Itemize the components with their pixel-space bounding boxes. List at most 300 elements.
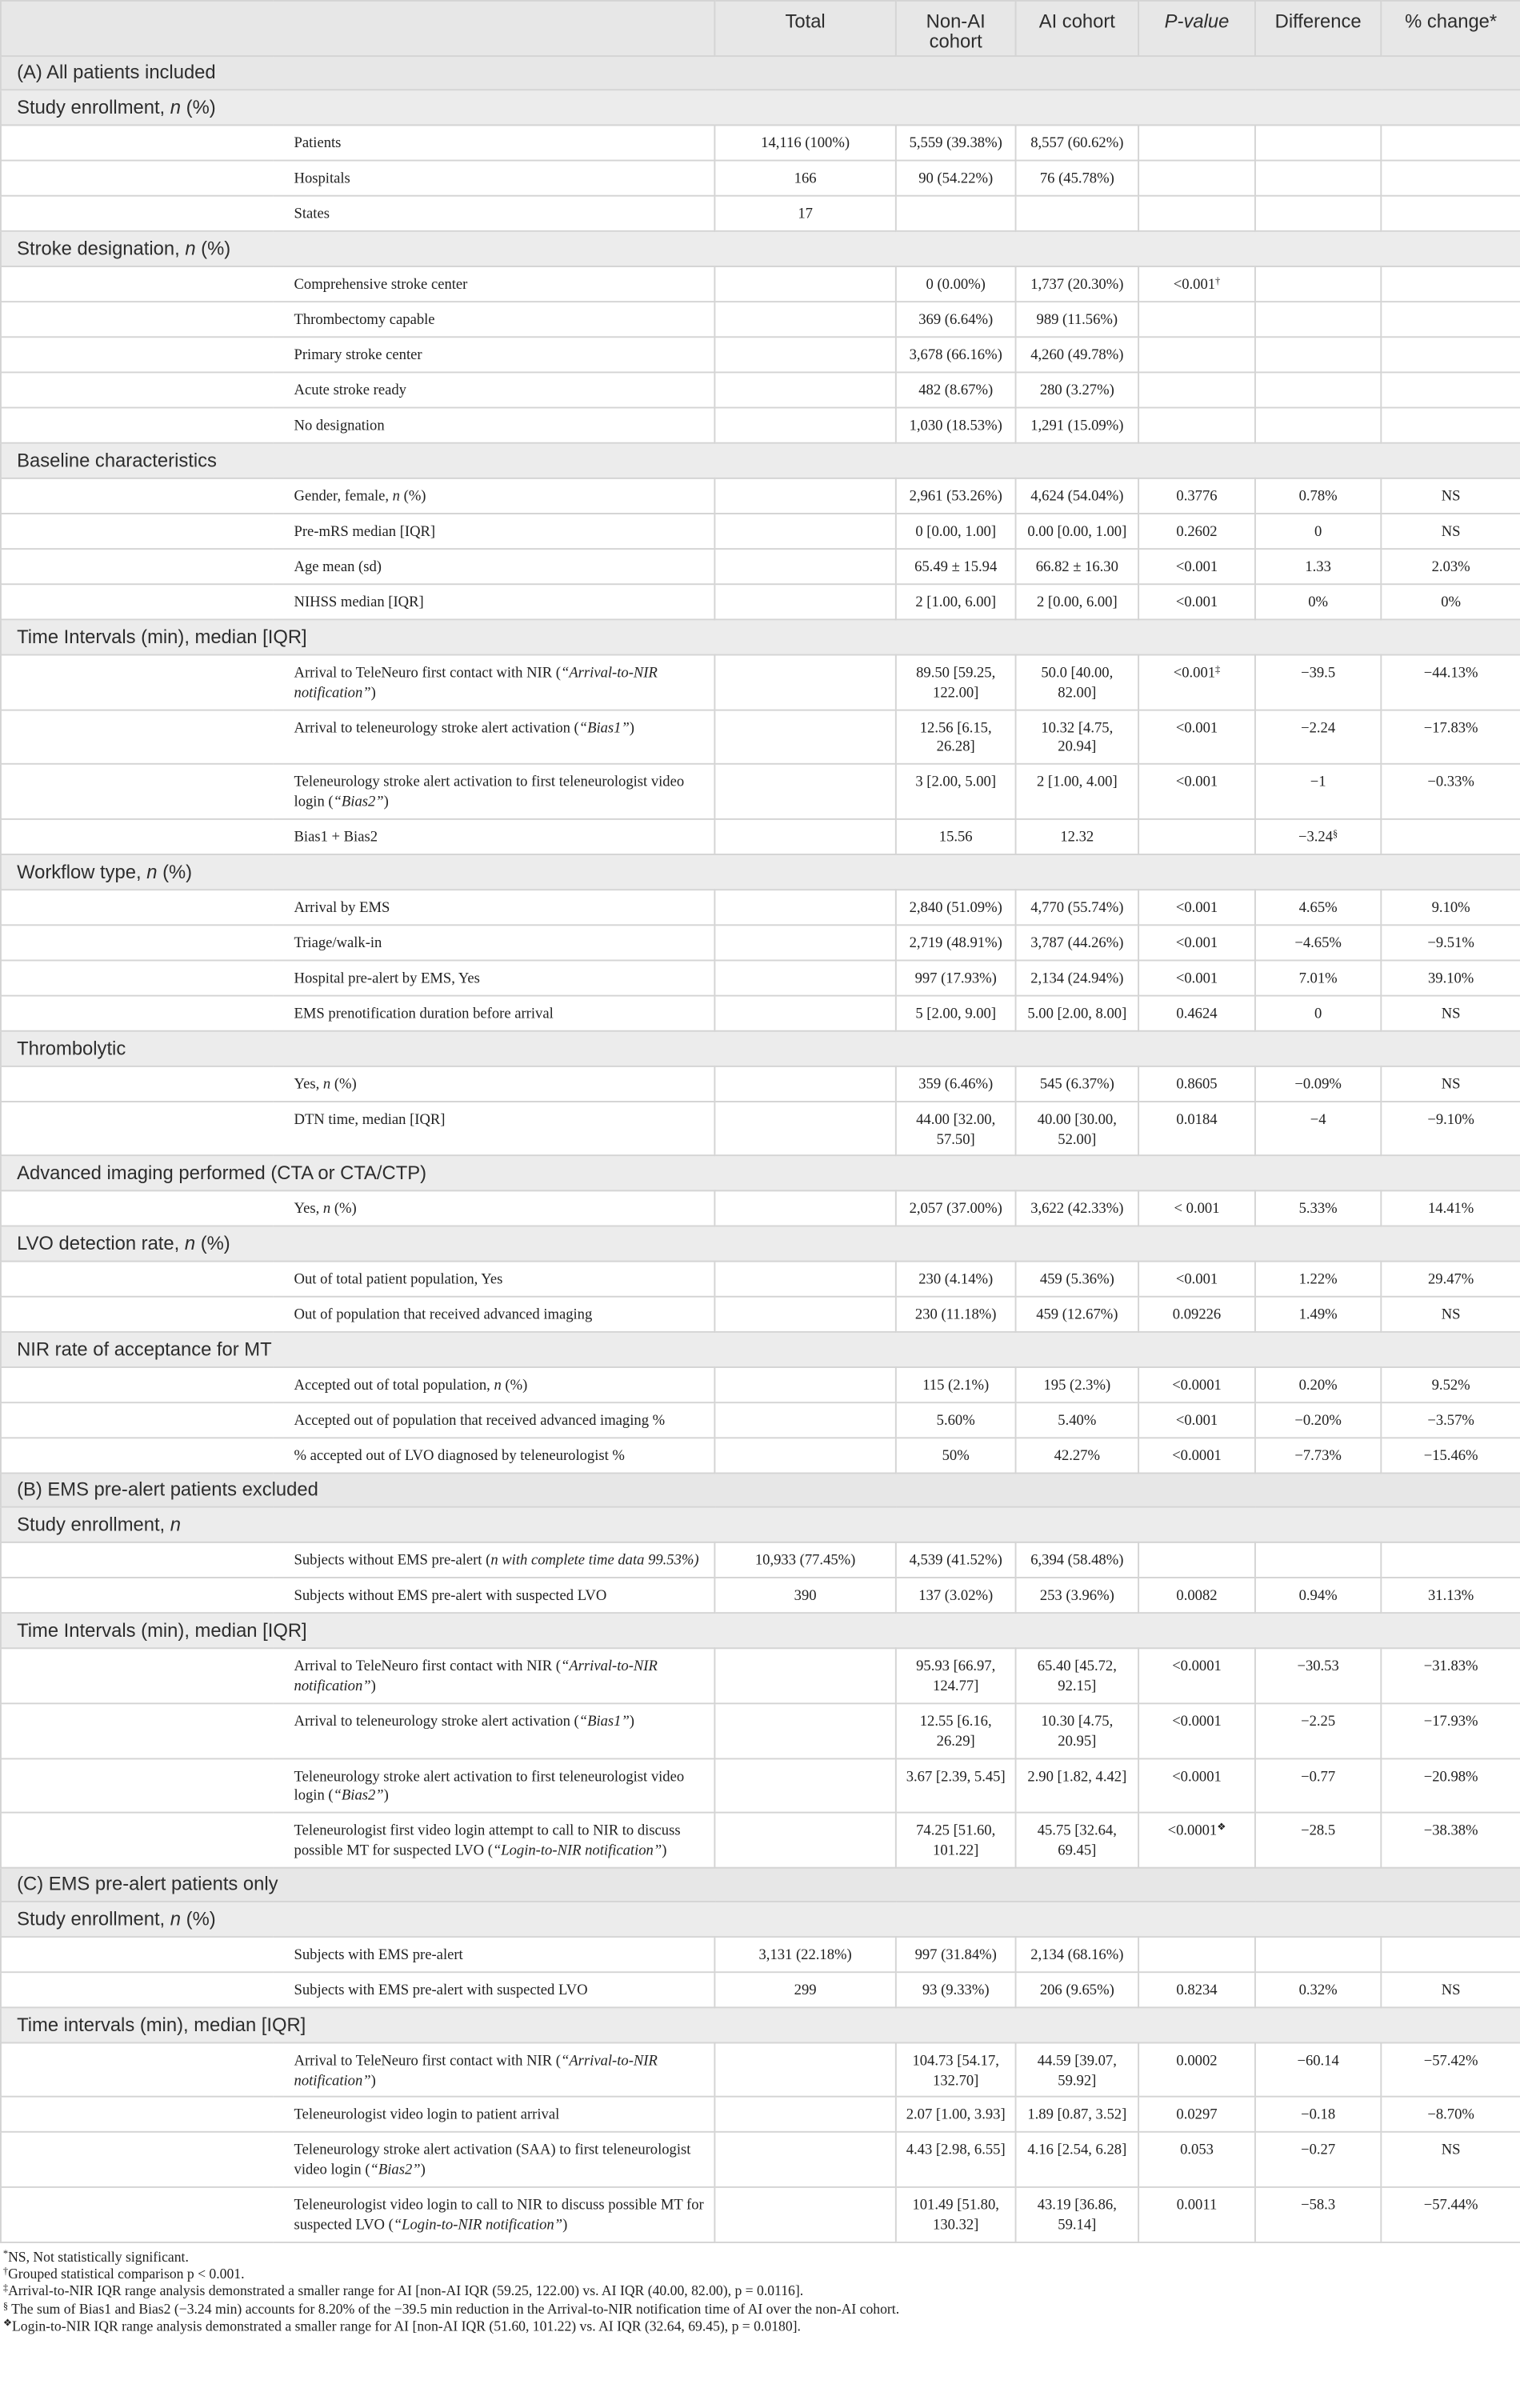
cell-ai: 66.82 ± 16.30 (1016, 549, 1139, 584)
header-ai: AI cohort (1016, 1, 1139, 56)
table-row (1, 196, 1520, 231)
cell-non-ai: 95.93 [66.97, 124.77] (896, 1649, 1016, 1703)
table-row (1, 1543, 1520, 1578)
cell-non-ai: 3,678 (66.16%) (896, 337, 1016, 372)
cell-ai: 4,260 (49.78%) (1016, 337, 1139, 372)
cell-pct-change: NS (1381, 478, 1520, 514)
row-label: Subjects with EMS pre-alert (273, 1937, 715, 1972)
row-indent (1, 584, 273, 619)
row-label: Pre-mRS median [IQR] (273, 514, 715, 549)
cell-total (714, 408, 895, 443)
row-indent (1, 1403, 273, 1438)
cell-pct-change: 9.52% (1381, 1368, 1520, 1403)
row-indent (1, 764, 273, 818)
cell-non-ai: 230 (4.14%) (896, 1262, 1016, 1297)
cell-non-ai: 1,030 (18.53%) (896, 408, 1016, 443)
table-row (1, 1703, 1520, 1758)
cell-non-ai: 5.60% (896, 1403, 1016, 1438)
cell-total (714, 1758, 895, 1813)
cell-total (714, 1438, 895, 1474)
cell-non-ai: 74.25 [51.60, 101.22] (896, 1813, 1016, 1867)
cell-total (714, 1297, 895, 1332)
cell-non-ai: 93 (9.33%) (896, 1972, 1016, 2007)
table-row (1, 266, 1520, 302)
cell-non-ai: 12.56 [6.15, 26.28] (896, 710, 1016, 764)
cell-ai: 195 (2.3%) (1016, 1368, 1139, 1403)
row-label: Arrival to TeleNeuro first contact with NIR (“Arrival-to-NIR notification”) (273, 1649, 715, 1703)
cell-difference (1255, 302, 1381, 337)
cell-p-value: 0.8234 (1138, 1972, 1255, 2007)
cell-difference: 0.20% (1255, 1368, 1381, 1403)
table-row (1, 1191, 1520, 1226)
subsection-title: Stroke designation, n (%) (1, 231, 1520, 266)
cell-total (714, 1649, 895, 1703)
cell-difference: −4 (1255, 1102, 1381, 1156)
row-label: Triage/walk-in (273, 925, 715, 960)
row-label: % accepted out of LVO diagnosed by teleneurologist % (273, 1438, 715, 1474)
row-label: Bias1 + Bias2 (273, 818, 715, 854)
cell-p-value: <0.0001 (1138, 1368, 1255, 1403)
cell-total (714, 1813, 895, 1867)
cell-p-value (1138, 337, 1255, 372)
cell-ai: 3,622 (42.33%) (1016, 1191, 1139, 1226)
cell-p-value: <0.001 (1138, 925, 1255, 960)
cell-ai: 44.59 [39.07, 59.92] (1016, 2042, 1139, 2097)
cell-total (714, 549, 895, 584)
cell-pct-change: 2.03% (1381, 549, 1520, 584)
cell-ai: 12.32 (1016, 818, 1139, 854)
cell-pct-change: −31.83% (1381, 1649, 1520, 1703)
subsection-header-row (1, 443, 1520, 478)
table-row (1, 125, 1520, 160)
section-header-row (1, 1474, 1520, 1507)
table-row (1, 2042, 1520, 2097)
subsection-title: Time Intervals (min), median [IQR] (1, 619, 1520, 654)
cell-p-value (1138, 196, 1255, 231)
cell-non-ai: 997 (31.84%) (896, 1937, 1016, 1972)
table-row (1, 514, 1520, 549)
table-row (1, 1937, 1520, 1972)
cell-ai: 65.40 [45.72, 92.15] (1016, 1649, 1139, 1703)
row-indent (1, 1578, 273, 1614)
cell-difference: −39.5 (1255, 655, 1381, 710)
row-indent (1, 2097, 273, 2132)
row-indent (1, 372, 273, 407)
cell-p-value: <0.001‡ (1138, 655, 1255, 710)
row-label: Arrival to TeleNeuro first contact with NIR (“Arrival-to-NIR notification”) (273, 655, 715, 710)
table-row (1, 2187, 1520, 2242)
cell-pct-change: 9.10% (1381, 890, 1520, 925)
cell-ai: 1,291 (15.09%) (1016, 408, 1139, 443)
cell-difference: −28.5 (1255, 1813, 1381, 1867)
table-row (1, 584, 1520, 619)
cell-total (714, 925, 895, 960)
subsection-title: Baseline characteristics (1, 443, 1520, 478)
cell-difference: 0.94% (1255, 1578, 1381, 1614)
header-p-value (1138, 1, 1255, 56)
cell-non-ai: 101.49 [51.80, 130.32] (896, 2187, 1016, 2242)
cell-difference: −0.18 (1255, 2097, 1381, 2132)
cell-ai: 206 (9.65%) (1016, 1972, 1139, 2007)
cell-p-value: <0.0001 (1138, 1649, 1255, 1703)
cell-ai: 2 [0.00, 6.00] (1016, 584, 1139, 619)
table-row (1, 1438, 1520, 1474)
row-label: Arrival to TeleNeuro first contact with NIR (“Arrival-to-NIR notification”) (273, 2042, 715, 2097)
cell-difference (1255, 125, 1381, 160)
cell-non-ai: 4.43 [2.98, 6.55] (896, 2132, 1016, 2186)
cell-p-value: <0.001 (1138, 1403, 1255, 1438)
row-label: Teleneurologist video login to patient arrival (273, 2097, 715, 2132)
cell-non-ai: 104.73 [54.17, 132.70] (896, 2042, 1016, 2097)
cell-pct-change: NS (1381, 1066, 1520, 1101)
cell-ai (1016, 196, 1139, 231)
cell-non-ai: 230 (11.18%) (896, 1297, 1016, 1332)
cell-ai: 2.90 [1.82, 4.42] (1016, 1758, 1139, 1813)
section-header-row (1, 56, 1520, 90)
cell-total (714, 995, 895, 1030)
section-header-row (1, 1867, 1520, 1901)
subsection-title: Time intervals (min), median [IQR] (1, 2007, 1520, 2042)
table-row (1, 890, 1520, 925)
cell-ai: 2 [1.00, 4.00] (1016, 764, 1139, 818)
footnote: § The sum of Bias1 and Bias2 (−3.24 min) accounts for 8.20% of the −39.5 min reduction in the Arrival-to-NIR notification time of AI over the non-AI cohort. (2, 2301, 900, 2317)
cell-difference: −60.14 (1255, 2042, 1381, 2097)
cell-ai: 4,624 (54.04%) (1016, 478, 1139, 514)
cell-difference: 0% (1255, 584, 1381, 619)
cell-difference: −2.25 (1255, 1703, 1381, 1758)
cell-pct-change: −17.93% (1381, 1703, 1520, 1758)
cell-p-value: <0.0001 (1138, 1758, 1255, 1813)
cell-non-ai: 0 [0.00, 1.00] (896, 514, 1016, 549)
cell-non-ai: 90 (54.22%) (896, 161, 1016, 196)
table-row (1, 995, 1520, 1030)
cell-difference (1255, 266, 1381, 302)
table-row (1, 960, 1520, 995)
header-p-value-text: P-value (1164, 10, 1230, 33)
table-row (1, 1102, 1520, 1156)
cell-p-value (1138, 302, 1255, 337)
subsection-header-row (1, 1030, 1520, 1066)
cell-pct-change: −9.51% (1381, 925, 1520, 960)
cell-difference: −3.24§ (1255, 818, 1381, 854)
cell-difference: 0.32% (1255, 1972, 1381, 2007)
cell-difference: −2.24 (1255, 710, 1381, 764)
cell-difference (1255, 337, 1381, 372)
cell-total (714, 710, 895, 764)
row-indent (1, 890, 273, 925)
cell-p-value: 0.0002 (1138, 2042, 1255, 2097)
row-indent (1, 2132, 273, 2186)
cell-ai: 2,134 (68.16%) (1016, 1937, 1139, 1972)
cell-ai: 76 (45.78%) (1016, 161, 1139, 196)
cell-total (714, 1102, 895, 1156)
cell-non-ai: 12.55 [6.16, 26.29] (896, 1703, 1016, 1758)
cell-non-ai: 44.00 [32.00, 57.50] (896, 1102, 1016, 1156)
row-indent (1, 1368, 273, 1403)
table-row (1, 1578, 1520, 1614)
cell-difference: 1.49% (1255, 1297, 1381, 1332)
cell-difference: 5.33% (1255, 1191, 1381, 1226)
subsection-header-row (1, 619, 1520, 654)
header-blank (1, 1, 714, 56)
subsection-header-row (1, 1333, 1520, 1368)
cell-pct-change: −57.44% (1381, 2187, 1520, 2242)
cell-ai: 2,134 (24.94%) (1016, 960, 1139, 995)
row-indent (1, 1649, 273, 1703)
footnote: ‡Arrival-to-NIR IQR range analysis demonstrated a smaller range for AI [non-AI IQR (59.25, 122.00) vs. AI IQR (40.00, 82.00), p = 0.0116]. (2, 2283, 804, 2299)
cell-p-value: <0.0001❖ (1138, 1813, 1255, 1867)
cell-ai: 459 (12.67%) (1016, 1297, 1139, 1332)
cell-non-ai: 2.07 [1.00, 3.93] (896, 2097, 1016, 2132)
cell-non-ai: 0 (0.00%) (896, 266, 1016, 302)
row-indent (1, 125, 273, 160)
table-row (1, 1813, 1520, 1867)
row-label: NIHSS median [IQR] (273, 584, 715, 619)
cell-pct-change: NS (1381, 1297, 1520, 1332)
row-indent (1, 196, 273, 231)
table-row (1, 925, 1520, 960)
row-indent (1, 1066, 273, 1101)
cell-p-value: 0.053 (1138, 2132, 1255, 2186)
footnote: *NS, Not statistically significant. (2, 2248, 189, 2264)
row-indent (1, 1262, 273, 1297)
subsection-title: Study enrollment, n (1, 1507, 1520, 1542)
table-row (1, 549, 1520, 584)
cell-pct-change (1381, 125, 1520, 160)
cell-ai: 989 (11.56%) (1016, 302, 1139, 337)
row-indent (1, 337, 273, 372)
row-label: Thrombectomy capable (273, 302, 715, 337)
cell-p-value: 0.0011 (1138, 2187, 1255, 2242)
cell-pct-change (1381, 266, 1520, 302)
cell-ai: 5.00 [2.00, 8.00] (1016, 995, 1139, 1030)
table-row (1, 1403, 1520, 1438)
cell-non-ai: 997 (17.93%) (896, 960, 1016, 995)
row-label: Teleneurology stroke alert activation to first teleneurologist video login (“Bias2”) (273, 1758, 715, 1813)
row-indent (1, 549, 273, 584)
row-label: Arrival by EMS (273, 890, 715, 925)
row-indent (1, 1102, 273, 1156)
cell-total: 17 (714, 196, 895, 231)
cell-non-ai: 5 [2.00, 9.00] (896, 995, 1016, 1030)
cell-pct-change: −44.13% (1381, 655, 1520, 710)
cell-non-ai: 3 [2.00, 5.00] (896, 764, 1016, 818)
cell-non-ai (896, 196, 1016, 231)
header-pct-change: % change* (1381, 1, 1520, 56)
cell-ai: 253 (3.96%) (1016, 1578, 1139, 1614)
cell-total (714, 2132, 895, 2186)
cell-non-ai: 482 (8.67%) (896, 372, 1016, 407)
cell-non-ai: 2,840 (51.09%) (896, 890, 1016, 925)
subsection-title: NIR rate of acceptance for MT (1, 1333, 1520, 1368)
row-label: Accepted out of total population, n (%) (273, 1368, 715, 1403)
row-label: Primary stroke center (273, 337, 715, 372)
cell-total (714, 1403, 895, 1438)
header-difference: Difference (1255, 1, 1381, 56)
row-label: Teleneurologist video login to call to NIR to discuss possible MT for suspected LVO (“Login-to-NIR notification”) (273, 2187, 715, 2242)
cell-total (714, 1368, 895, 1403)
cell-pct-change (1381, 302, 1520, 337)
table-row (1, 1649, 1520, 1703)
cell-difference: 0.78% (1255, 478, 1381, 514)
row-indent (1, 1543, 273, 1578)
table-row (1, 655, 1520, 710)
row-indent (1, 1937, 273, 1972)
cell-non-ai: 137 (3.02%) (896, 1578, 1016, 1614)
row-label: EMS prenotification duration before arrival (273, 995, 715, 1030)
cell-non-ai: 2,961 (53.26%) (896, 478, 1016, 514)
row-indent (1, 302, 273, 337)
cell-ai: 0.00 [0.00, 1.00] (1016, 514, 1139, 549)
subsection-title: Study enrollment, n (%) (1, 90, 1520, 125)
subsection-header-row (1, 854, 1520, 890)
subsection-header-row (1, 1901, 1520, 1936)
row-label: Gender, female, n (%) (273, 478, 715, 514)
cell-total (714, 960, 895, 995)
cell-ai: 5.40% (1016, 1403, 1139, 1438)
cell-p-value: <0.001 (1138, 549, 1255, 584)
cell-p-value (1138, 161, 1255, 196)
table-row (1, 1297, 1520, 1332)
cell-ai: 4.16 [2.54, 6.28] (1016, 2132, 1139, 2186)
cell-difference: −0.27 (1255, 2132, 1381, 2186)
table-row (1, 337, 1520, 372)
cell-non-ai: 2 [1.00, 6.00] (896, 584, 1016, 619)
row-label: Teleneurology stroke alert activation to first teleneurologist video login (“Bias2”) (273, 764, 715, 818)
footnotes (0, 2242, 1520, 2336)
row-indent (1, 266, 273, 302)
row-indent (1, 2042, 273, 2097)
cell-difference: −58.3 (1255, 2187, 1381, 2242)
row-label: Subjects without EMS pre-alert (n with complete time data 99.53%) (273, 1543, 715, 1578)
row-label: Yes, n (%) (273, 1066, 715, 1101)
cell-p-value: 0.0082 (1138, 1578, 1255, 1614)
footnote: ❖Login-to-NIR IQR range analysis demonstrated a smaller range for AI [non-AI IQR (51.60, 101.22) vs. AI IQR (32.64, 69.45), p = 0.0180]. (2, 2318, 801, 2334)
table-row (1, 1262, 1520, 1297)
cell-pct-change (1381, 1543, 1520, 1578)
cell-total (714, 655, 895, 710)
cell-difference (1255, 372, 1381, 407)
section-title: (A) All patients included (1, 56, 1520, 90)
cell-ai: 280 (3.27%) (1016, 372, 1139, 407)
row-label: Hospital pre-alert by EMS, Yes (273, 960, 715, 995)
cell-difference: −0.09% (1255, 1066, 1381, 1101)
cell-total (714, 1191, 895, 1226)
row-indent (1, 925, 273, 960)
cell-difference (1255, 1937, 1381, 1972)
cell-pct-change: NS (1381, 514, 1520, 549)
cell-pct-change: −38.38% (1381, 1813, 1520, 1867)
subsection-header-row (1, 90, 1520, 125)
row-indent (1, 161, 273, 196)
cell-p-value: <0.001 (1138, 710, 1255, 764)
row-label: Yes, n (%) (273, 1191, 715, 1226)
cell-pct-change (1381, 408, 1520, 443)
cell-pct-change: −57.42% (1381, 2042, 1520, 2097)
cell-total (714, 764, 895, 818)
cell-p-value (1138, 125, 1255, 160)
cell-ai: 10.30 [4.75, 20.95] (1016, 1703, 1139, 1758)
cell-total: 3,131 (22.18%) (714, 1937, 895, 1972)
cell-total (714, 337, 895, 372)
cell-non-ai: 89.50 [59.25, 122.00] (896, 655, 1016, 710)
row-label: Patients (273, 125, 715, 160)
cell-total (714, 302, 895, 337)
subsection-header-row (1, 231, 1520, 266)
cell-total (714, 2042, 895, 2097)
cell-difference: −7.73% (1255, 1438, 1381, 1474)
cell-p-value (1138, 818, 1255, 854)
subsection-header-row (1, 1507, 1520, 1542)
cell-total (714, 1703, 895, 1758)
cell-p-value: 0.0297 (1138, 2097, 1255, 2132)
cell-total (714, 2097, 895, 2132)
cell-ai: 1,737 (20.30%) (1016, 266, 1139, 302)
row-indent (1, 995, 273, 1030)
cell-pct-change: −20.98% (1381, 1758, 1520, 1813)
cell-pct-change: 31.13% (1381, 1578, 1520, 1614)
cell-difference: −30.53 (1255, 1649, 1381, 1703)
cell-p-value: < 0.001 (1138, 1191, 1255, 1226)
cell-ai: 545 (6.37%) (1016, 1066, 1139, 1101)
cell-pct-change: 0% (1381, 584, 1520, 619)
row-label: No designation (273, 408, 715, 443)
cell-total: 14,116 (100%) (714, 125, 895, 160)
row-label: Arrival to teleneurology stroke alert activation (“Bias1”) (273, 1703, 715, 1758)
row-label: Teleneurologist first video login attempt to call to NIR to discuss possible MT for suspected LVO (“Login-to-NIR notification”) (273, 1813, 715, 1867)
cell-total (714, 478, 895, 514)
cell-total: 166 (714, 161, 895, 196)
row-indent (1, 1703, 273, 1758)
cell-pct-change: −17.83% (1381, 710, 1520, 764)
row-label: Teleneurology stroke alert activation (SAA) to first teleneurologist video login (“Bias2”) (273, 2132, 715, 2186)
row-label: Out of population that received advanced imaging (273, 1297, 715, 1332)
cell-total (714, 514, 895, 549)
footnote: †Grouped statistical comparison p < 0.001. (2, 2266, 245, 2282)
cell-ai: 10.32 [4.75, 20.94] (1016, 710, 1139, 764)
table-row (1, 161, 1520, 196)
cell-p-value: <0.001 (1138, 960, 1255, 995)
cell-difference: 0 (1255, 995, 1381, 1030)
row-indent (1, 1438, 273, 1474)
row-indent (1, 408, 273, 443)
cell-pct-change (1381, 337, 1520, 372)
cell-difference: 4.65% (1255, 890, 1381, 925)
cell-p-value: 0.0184 (1138, 1102, 1255, 1156)
cell-difference: −1 (1255, 764, 1381, 818)
cell-p-value: <0.001 (1138, 764, 1255, 818)
cell-p-value: <0.0001 (1138, 1438, 1255, 1474)
cell-non-ai: 5,559 (39.38%) (896, 125, 1016, 160)
cell-p-value: 0.3776 (1138, 478, 1255, 514)
cell-ai: 43.19 [36.86, 59.14] (1016, 2187, 1139, 2242)
table-row (1, 1972, 1520, 2007)
cell-difference: 0 (1255, 514, 1381, 549)
table-row (1, 710, 1520, 764)
subsection-header-row (1, 2007, 1520, 2042)
table-row (1, 818, 1520, 854)
cell-non-ai: 2,719 (48.91%) (896, 925, 1016, 960)
subsection-title: Advanced imaging performed (CTA or CTA/CTP) (1, 1156, 1520, 1191)
cell-pct-change (1381, 196, 1520, 231)
cell-difference: −0.20% (1255, 1403, 1381, 1438)
table-row (1, 2132, 1520, 2186)
cell-difference: −0.77 (1255, 1758, 1381, 1813)
cell-p-value (1138, 372, 1255, 407)
cell-non-ai: 359 (6.46%) (896, 1066, 1016, 1101)
subsection-header-row (1, 1226, 1520, 1262)
cell-non-ai: 369 (6.64%) (896, 302, 1016, 337)
